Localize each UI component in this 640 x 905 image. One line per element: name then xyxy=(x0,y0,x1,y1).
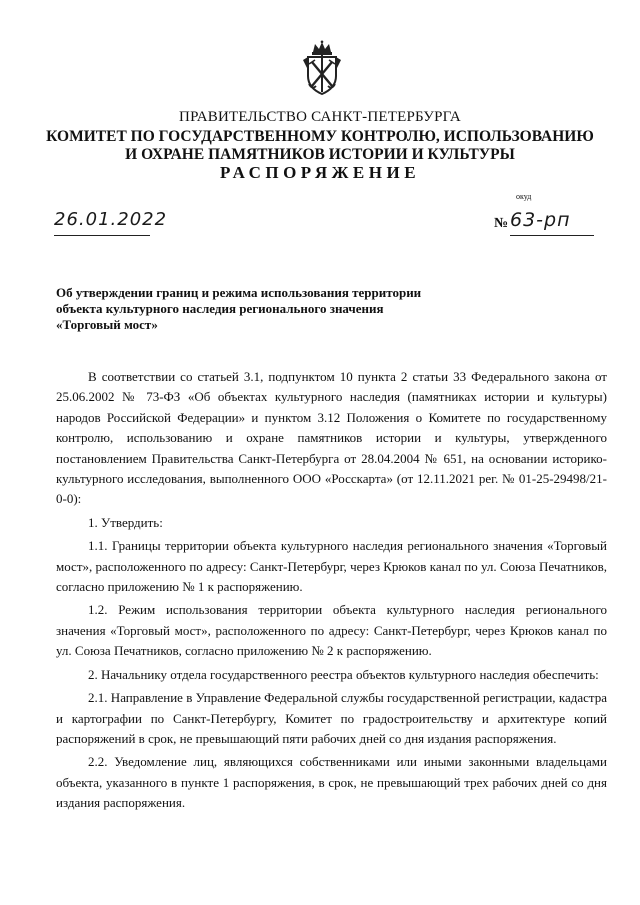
coat-of-arms-icon xyxy=(299,40,345,100)
body-paragraph: В соответствии со статьей 3.1, подпунктом 10 пункта 2 статьи 33 Федерального закона от 25.06.2002 № 73-ФЗ «Об объектах культурного наследия (памятниках истории и культуры) народов Российской Федерации» и пунктом 3.12 Положения о Комитете по государственному контролю, использованию и охране памятников истории и культуры, утвержденного постановлением Правительства Санкт-Петербурга от 28.04.2004 № 651, на основании историко-культурного исследования, выполненного ООО «Росскарта» (от 12.11.2021 рег. № 01-25-29498/21-0-0): xyxy=(56,369,607,507)
body-paragraph: 1. Утвердить: xyxy=(88,514,163,530)
committee-title-line-2: И ОХРАНЕ ПАМЯТНИКОВ ИСТОРИИ И КУЛЬТУРЫ xyxy=(125,146,515,163)
subject-line: Об утверждении границ и режима использования территории xyxy=(56,285,422,300)
body-paragraph: 1.2. Режим использования территории объекта культурного наследия регионального значения «Торговый мост», расположенного по адресу: Санкт-Петербург, через Крюков канал по ул. Союза Печатников, согласно приложению № 2 к распоряжению. xyxy=(56,602,607,659)
body-paragraph: 2. Начальнику отдела государственного реестра объектов культурного наследия обеспечить: xyxy=(88,666,599,682)
subject-line: объекта культурного наследия регионального значения xyxy=(56,301,384,316)
government-title: ПРАВИТЕЛЬСТВО САНКТ-ПЕТЕРБУРГА xyxy=(179,109,461,125)
committee-title-line-1: КОМИТЕТ ПО ГОСУДАРСТВЕННОМУ КОНТРОЛЮ, ИСПОЛЬЗОВАНИЮ xyxy=(46,128,594,145)
body-paragraph: 2.1. Направление в Управление Федеральной службы государственной регистрации, кадастра и картографии по Санкт-Петербургу, Комитет по градостроительству и архитектуре копий распоряжений в срок, не превышающий пяти рабочих дней со дня издания распоряжения. xyxy=(56,690,607,746)
document-date xyxy=(54,209,168,236)
document-type: РАСПОРЯЖЕНИЕ xyxy=(219,163,421,182)
document-body xyxy=(56,367,607,814)
document-subject xyxy=(56,285,476,333)
document-date-value: 26.01.2022 xyxy=(54,209,168,230)
committee-title xyxy=(0,128,640,164)
document-number-value: 63-рп xyxy=(510,209,571,231)
okud-label: окуд xyxy=(516,192,532,201)
document-number xyxy=(510,209,594,236)
number-label: № xyxy=(494,216,509,231)
body-paragraph: 2.2. Уведомление лиц, являющихся собственниками или иными законными владельцами объекта, указанного в пункте 1 распоряжения, в срок, не превышающий трех рабочих дней со дня издания распоряжения. xyxy=(56,754,607,811)
subject-line: «Торговый мост» xyxy=(56,317,158,332)
body-paragraph: 1.1. Границы территории объекта культурного наследия регионального значения «Торговый мост», расположенного по адресу: Санкт-Петербург, через Крюков канал по ул. Союза Печатников, согласно приложению № 1 к распоряжению. xyxy=(56,538,607,595)
